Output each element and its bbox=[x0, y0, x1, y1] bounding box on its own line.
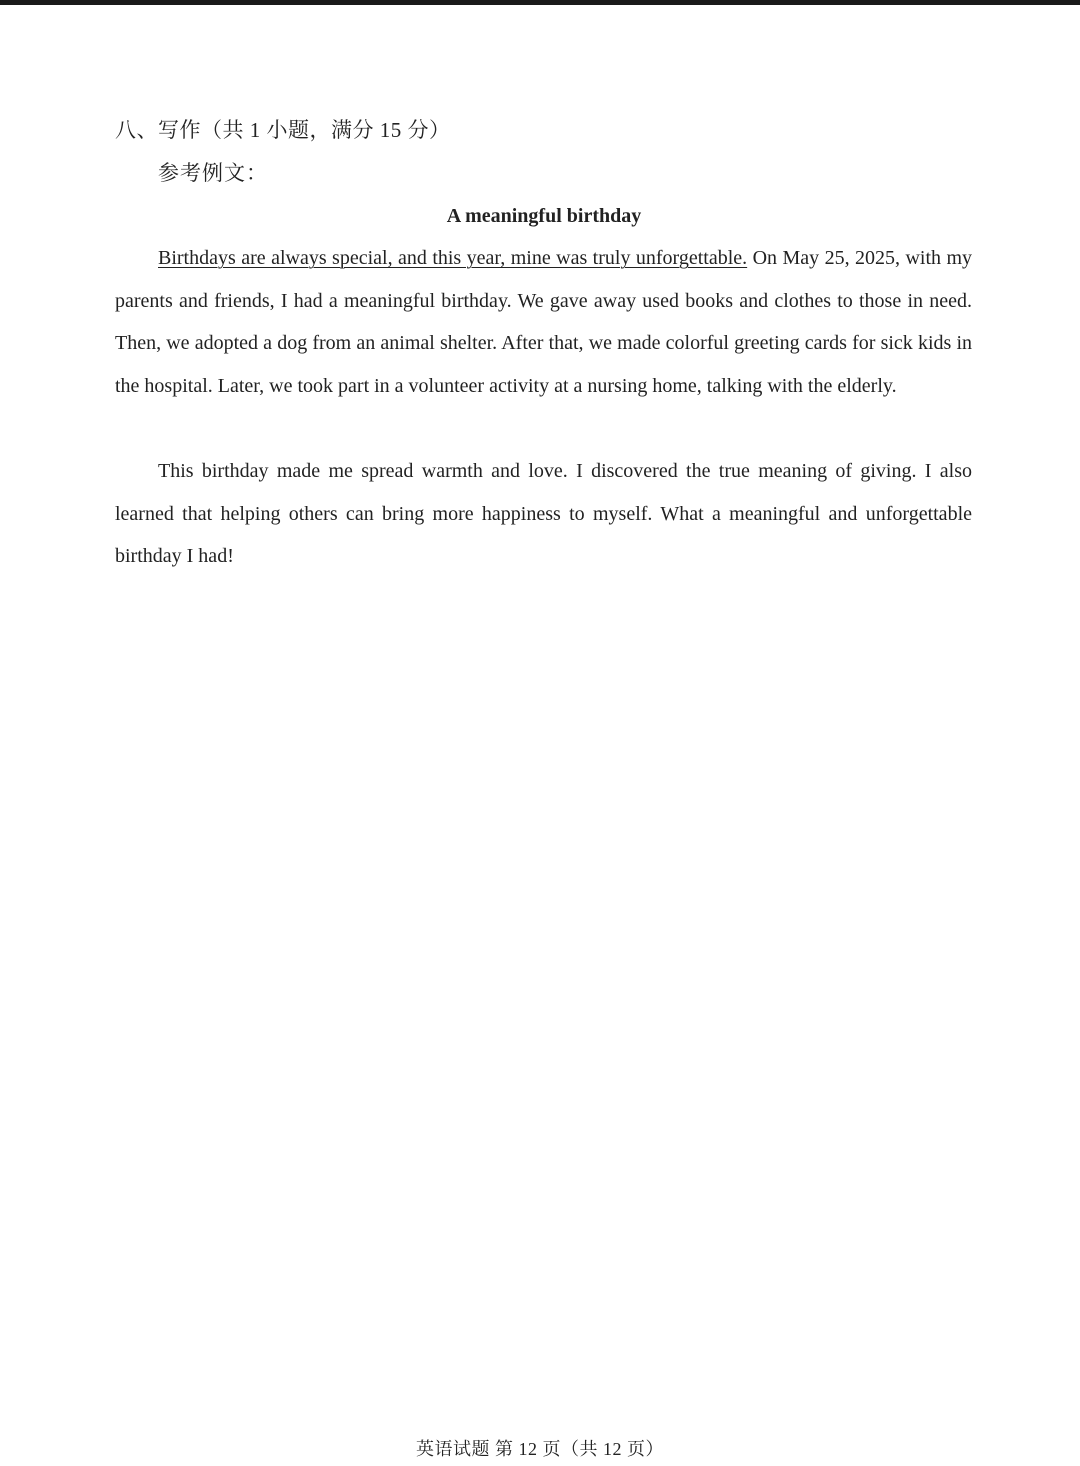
page-footer: 英语试题 第 12 页（共 12 页） bbox=[416, 1439, 664, 1459]
essay-title: A meaningful birthday bbox=[446, 205, 642, 227]
essay-paragraph-2: This birthday made me spread warmth and love. I discovered the true meaning of giving. I also learned that helping others can bring more happiness to myself. What a meaningful and unforgettable birthday I had! bbox=[115, 460, 972, 568]
section-heading: 八、写作（共 1 小题，满分 15 分） bbox=[115, 118, 451, 142]
paragraph-1-body: On May 25, 2025, with my parents and friends, I had a meaningful birthday. We gave away used books and clothes to those in need. Then, we adopted a dog from an animal shelter. After that, we made colorful greeting cards for sick kids in the hospital. Later, we took part in a volunteer activity at a nursing home, talking with the elderly. bbox=[115, 247, 973, 398]
sample-essay-label: 参考例文： bbox=[158, 161, 268, 185]
underlined-opening-sentence: Birthdays are always special, and this year, mine was truly unforgettable. bbox=[158, 247, 748, 269]
essay-paragraph-1 bbox=[115, 237, 972, 408]
